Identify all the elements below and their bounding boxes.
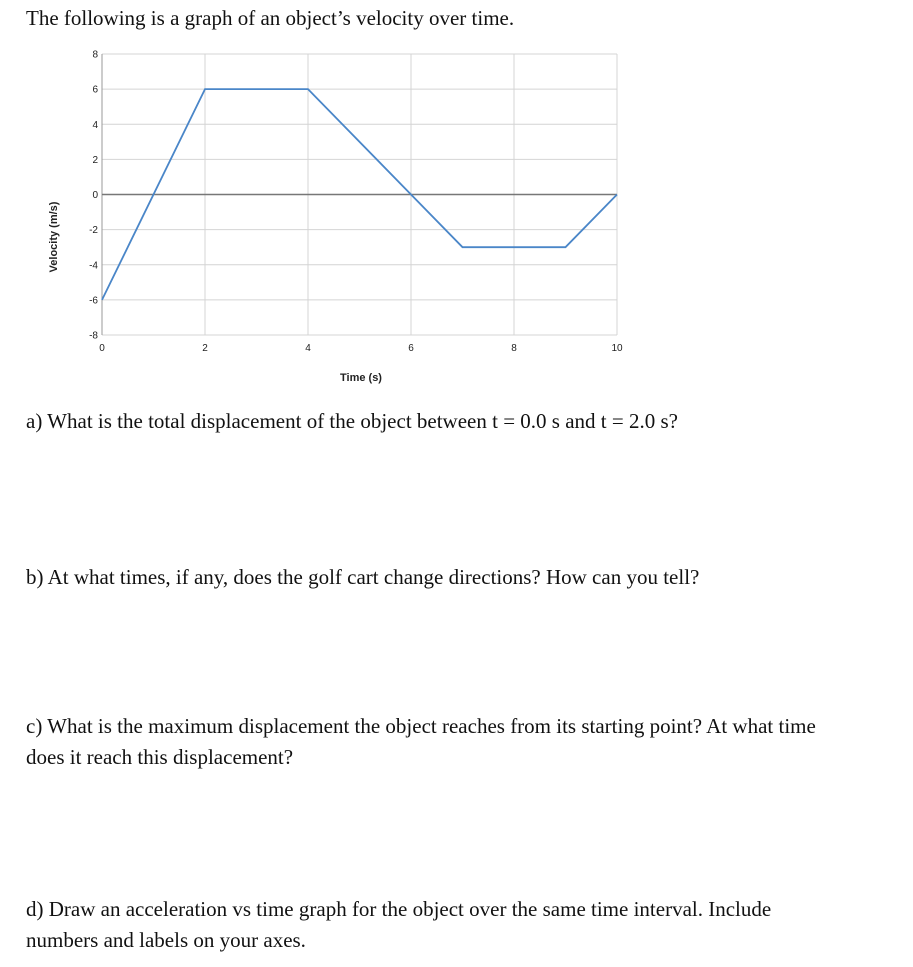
y-tick-label: 8 [92,49,98,61]
x-tick-label: 10 [611,343,623,354]
y-tick-label: -4 [89,260,98,272]
x-tick-label: 2 [202,343,208,354]
x-tick-label: 8 [511,343,517,354]
y-tick-label: -8 [89,330,98,342]
intro-text: The following is a graph of an object’s velocity over time. [26,6,515,30]
chart-ticks [89,50,623,355]
y-tick-label: 0 [92,190,98,201]
question-c-line-1: c) What is the maximum displacement the object reaches from its starting point? At what time [26,714,816,738]
y-tick-label: -2 [89,225,98,237]
y-tick-label: 4 [92,119,98,131]
x-axis-title: Time (s) [340,372,382,384]
x-tick-label: 0 [99,343,105,354]
question-d-line-2: numbers and labels on your axes. [26,928,306,952]
velocity-time-chart [0,40,913,390]
x-tick-label: 6 [408,343,414,354]
y-tick-label: -6 [89,295,98,307]
x-tick-label: 4 [305,343,311,354]
y-tick-label: 2 [92,154,98,166]
y-tick-label: 6 [92,84,98,96]
question-c-line-2: does it reach this displacement? [26,745,294,769]
y-axis-title: Velocity (m/s) [48,201,60,273]
question-a: a) What is the total displacement of the object between t = 0.0 s and t = 2.0 s? [26,409,678,433]
chart-axes [102,54,617,335]
question-b: b) At what times, if any, does the golf cart change directions? How can you tell? [26,565,700,589]
question-d-line-1: d) Draw an acceleration vs time graph for the object over the same time interval. Include [26,897,772,921]
